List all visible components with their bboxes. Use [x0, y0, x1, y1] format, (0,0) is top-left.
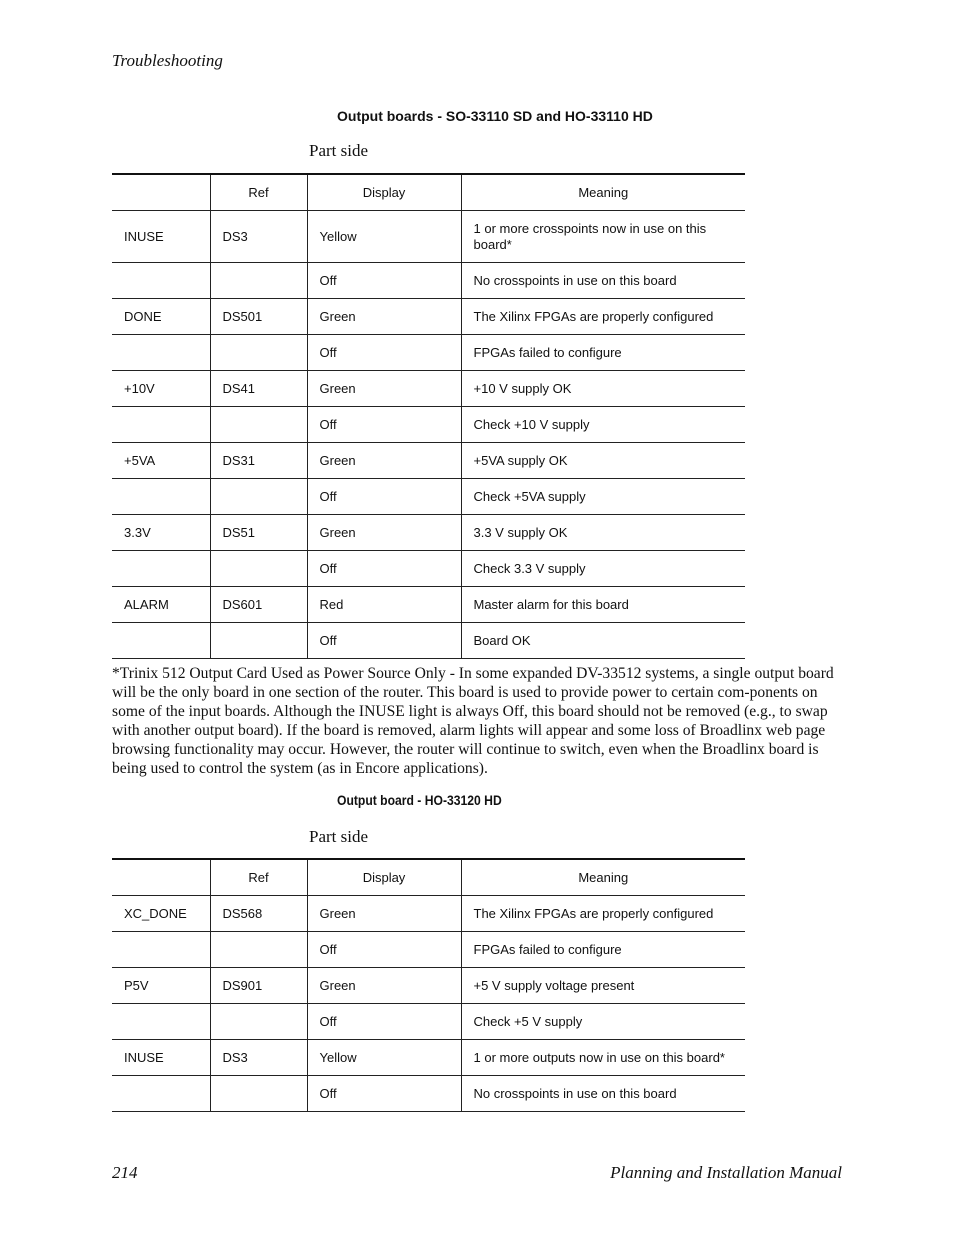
cell-led-name: +10V: [112, 371, 210, 407]
table-header-row: [112, 859, 745, 896]
table-row: [112, 896, 745, 932]
cell-ref: [210, 407, 307, 443]
cell-meaning: Check +10 V supply: [461, 407, 745, 443]
cell-display: Green: [307, 896, 461, 932]
part-side-label: Part side: [309, 827, 369, 846]
cell-ref: [210, 479, 307, 515]
table-row: [112, 968, 745, 1004]
table-row: [112, 551, 745, 587]
cell-display: Off: [307, 932, 461, 968]
cell-display: Green: [307, 371, 461, 407]
cell-led-name: P5V: [112, 968, 210, 1004]
cell-ref: [210, 551, 307, 587]
cell-display: Off: [307, 623, 461, 659]
cell-display: Off: [307, 479, 461, 515]
column-header: Display: [307, 859, 461, 896]
cell-display: Green: [307, 968, 461, 1004]
table-caption: Output board - HO-33120 HD: [337, 793, 502, 808]
table-row: [112, 443, 745, 479]
cell-meaning: +10 V supply OK: [461, 371, 745, 407]
cell-led-name: [112, 932, 210, 968]
cell-ref: DS568: [210, 896, 307, 932]
table-row: [112, 335, 745, 371]
led-table-output-board-hd: [112, 858, 745, 1112]
cell-ref: [210, 932, 307, 968]
table-body: [112, 211, 745, 659]
column-header: Ref: [210, 859, 307, 896]
cell-display: Yellow: [307, 1040, 461, 1076]
cell-led-name: [112, 551, 210, 587]
cell-meaning: Board OK: [461, 623, 745, 659]
cell-led-name: [112, 335, 210, 371]
cell-ref: [210, 1004, 307, 1040]
cell-meaning: The Xilinx FPGAs are properly configured: [461, 896, 745, 932]
cell-ref: DS31: [210, 443, 307, 479]
cell-ref: DS3: [210, 1040, 307, 1076]
cell-ref: DS51: [210, 515, 307, 551]
cell-ref: DS601: [210, 587, 307, 623]
cell-led-name: DONE: [112, 299, 210, 335]
table-row: [112, 263, 745, 299]
cell-led-name: +5VA: [112, 443, 210, 479]
cell-led-name: ALARM: [112, 587, 210, 623]
cell-led-name: [112, 407, 210, 443]
cell-led-name: [112, 479, 210, 515]
table-row: [112, 371, 745, 407]
cell-ref: [210, 623, 307, 659]
cell-display: Green: [307, 515, 461, 551]
table-row: [112, 1076, 745, 1112]
cell-meaning: 1 or more outputs now in use on this board*: [461, 1040, 745, 1076]
table-row: [112, 1004, 745, 1040]
column-header: Display: [307, 174, 461, 211]
cell-meaning: +5 V supply voltage present: [461, 968, 745, 1004]
table-row: [112, 1040, 745, 1076]
cell-display: Off: [307, 551, 461, 587]
table-row: [112, 211, 745, 263]
cell-display: Off: [307, 407, 461, 443]
table-body: [112, 896, 745, 1112]
table-row: [112, 515, 745, 551]
cell-led-name: [112, 1076, 210, 1112]
cell-display: Red: [307, 587, 461, 623]
cell-meaning: Check +5 V supply: [461, 1004, 745, 1040]
cell-ref: [210, 263, 307, 299]
cell-display: Green: [307, 443, 461, 479]
table-row: [112, 587, 745, 623]
cell-display: Off: [307, 263, 461, 299]
table-row: [112, 407, 745, 443]
cell-meaning: No crosspoints in use on this board: [461, 1076, 745, 1112]
column-header: [112, 174, 210, 211]
cell-display: Green: [307, 299, 461, 335]
table-row: [112, 299, 745, 335]
column-header: [112, 859, 210, 896]
cell-meaning: Check +5VA supply: [461, 479, 745, 515]
cell-meaning: 3.3 V supply OK: [461, 515, 745, 551]
cell-meaning: The Xilinx FPGAs are properly configured: [461, 299, 745, 335]
cell-led-name: INUSE: [112, 211, 210, 263]
page-number: 214: [112, 1163, 138, 1182]
running-head: Troubleshooting: [112, 51, 223, 70]
footnote: *Trinix 512 Output Card Used as Power Source Only - In some expanded DV-33512 systems, a single output board will be the only board in one section of the router. This board is used to provide power to certain com-ponents on some of the input boards. Although the INUSE light is always Off, this board should not be removed (e.g., to swap with another output board). If the board is removed, alarm lights will appear and some loss of Broadlinx web page browsing functionality may occur. However, the router will continue to switch, even when the Broadlinx board is being used to control the system (as in Encore applications).: [112, 665, 834, 777]
cell-meaning: Check 3.3 V supply: [461, 551, 745, 587]
part-side-label: Part side: [309, 141, 369, 160]
cell-led-name: [112, 623, 210, 659]
cell-meaning: FPGAs failed to configure: [461, 932, 745, 968]
manual-title: Planning and Installation Manual: [610, 1163, 842, 1182]
cell-ref: [210, 1076, 307, 1112]
cell-ref: DS501: [210, 299, 307, 335]
table-header-row: [112, 174, 745, 211]
cell-ref: [210, 335, 307, 371]
cell-display: Off: [307, 1076, 461, 1112]
cell-ref: DS41: [210, 371, 307, 407]
cell-meaning: Master alarm for this board: [461, 587, 745, 623]
cell-ref: DS901: [210, 968, 307, 1004]
table-row: [112, 623, 745, 659]
table-row: [112, 479, 745, 515]
column-header: Ref: [210, 174, 307, 211]
cell-led-name: XC_DONE: [112, 896, 210, 932]
cell-led-name: [112, 263, 210, 299]
cell-meaning: 1 or more crosspoints now in use on this board*: [461, 211, 745, 263]
cell-led-name: INUSE: [112, 1040, 210, 1076]
column-header: Meaning: [461, 174, 745, 211]
cell-meaning: +5VA supply OK: [461, 443, 745, 479]
table-caption: Output boards - SO-33110 SD and HO-33110 HD: [337, 108, 653, 124]
cell-led-name: 3.3V: [112, 515, 210, 551]
cell-led-name: [112, 1004, 210, 1040]
cell-meaning: No crosspoints in use on this board: [461, 263, 745, 299]
cell-ref: DS3: [210, 211, 307, 263]
cell-display: Yellow: [307, 211, 461, 263]
led-table-output-boards: [112, 173, 745, 659]
cell-meaning: FPGAs failed to configure: [461, 335, 745, 371]
cell-display: Off: [307, 335, 461, 371]
cell-display: Off: [307, 1004, 461, 1040]
table-row: [112, 932, 745, 968]
column-header: Meaning: [461, 859, 745, 896]
